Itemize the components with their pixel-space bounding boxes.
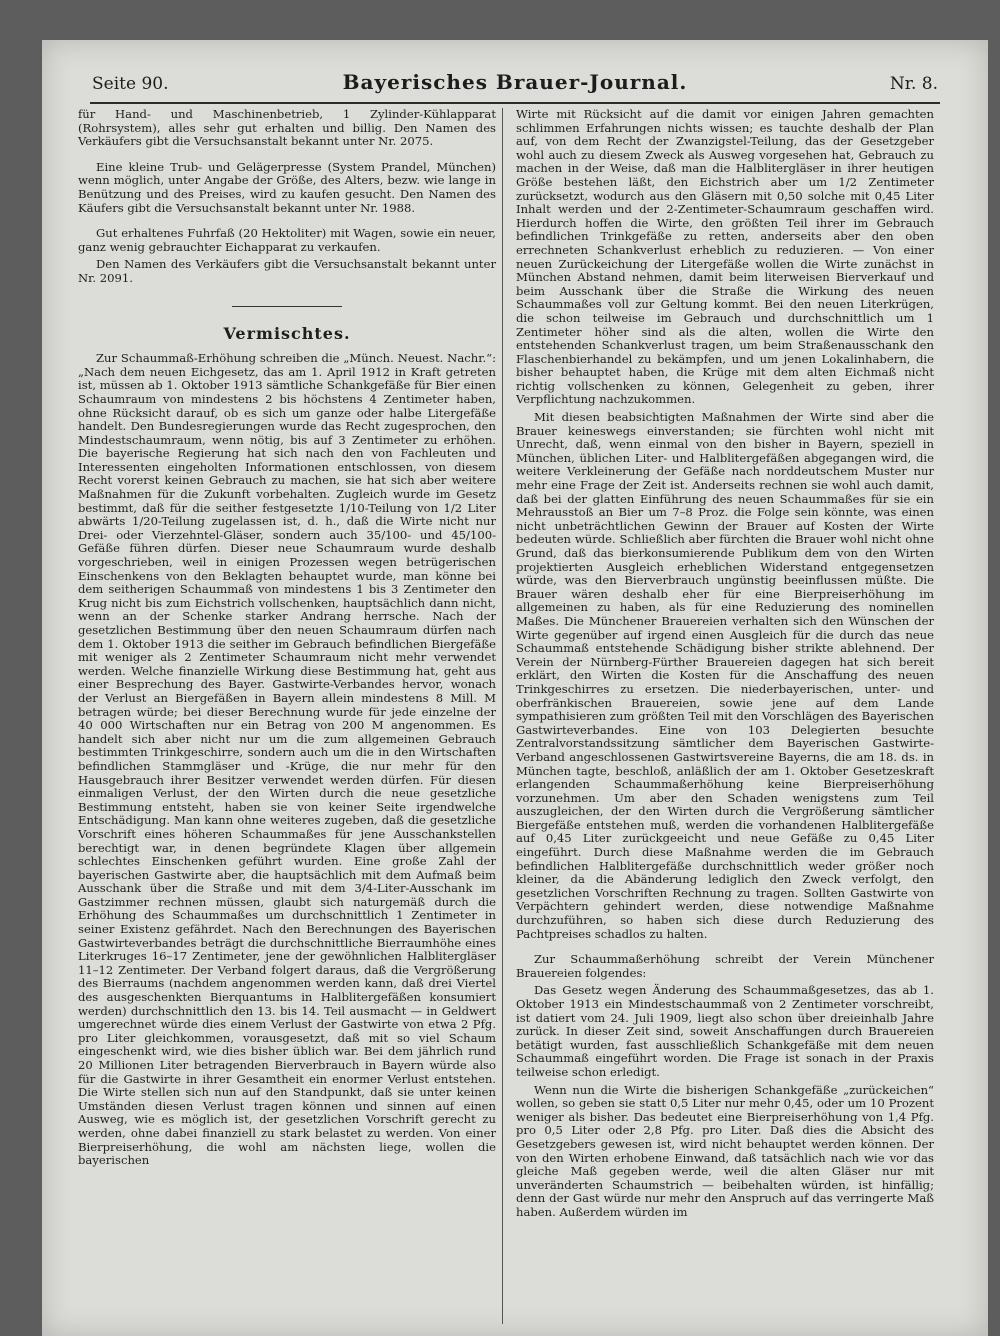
left-column: [78, 108, 496, 1172]
issue-number: Nr. 8.: [889, 74, 938, 94]
article-paragraph-gesetz: Das Gesetz wegen Änderung des Schaummaßgesetzes, das ab 1. Oktober 1913 ein Mindestschaummaß von 2 Zentimeter vorschreibt, ist datiert vom 24. Juli 1909, liegt also schon über dreieinhalb Jahre zurück. In dieser Zeit sind, soweit Anschaffungen durch Brauereien betätigt wurden, fast ausschließlich Schankgefäße mit dem neuen Schaummaß eingeführt worden. Die Frage ist sonach in der Praxis teilweise schon erledigt.: [516, 983, 934, 1079]
right-column: [516, 108, 934, 1224]
journal-title: Bayerisches Brauer-Journal.: [342, 70, 688, 94]
classified-ad-3: Gut erhaltenes Fuhrfaß (20 Hektoliter) mit Wagen, sowie ein neuer, ganz wenig gebrauchter Eichapparat zu verkaufen.: [78, 226, 496, 254]
article-paragraph-brewers: Mit diesen beabsichtigten Maßnahmen der Wirte sind aber die Brauer keineswegs einverstanden; sie fürchten wohl nicht mit Unrecht, daß, wenn einmal von den bisher in Bayern, speziell in München, üblichen Liter- und Halblitergefäßen abgegangen wird, die weitere Verkleinerung der Gefäße nach norddeutschem Muster nur mehr eine Frage der Zeit ist. Anderseits rechnen sie wohl auch damit, daß bei der glatten Einführung des neuen Schaummaßes für sie ein Mehrausstoß an Bier um 7–8 Proz. die Folge sein könnte, was einen nicht unbeträchtlichen Gewinn der Brauer auf Kosten der Wirte bedeuten würde. Schließlich aber fürchten die Brauer wohl nicht ohne Grund, daß das bierkonsumierende Publikum dem von den Wirten projektierten Ausgleich erheblichen Widerstand entgegensetzen würde, was den Bierverbrauch ungünstig beeinflussen müßte. Die Brauer wären deshalb eher für eine Bierpreiserhöhung im allgemeinen zu haben, als für eine Reduzierung des nominellen Maßes. Die Münchener Brauereien verhalten sich den Wünschen der Wirte gegenüber auf irgend einen Ausgleich für die durch das neue Schaummaß entstehende Schädigung bisher strikte ablehnend. Der Verein der Nürnberg-Fürther Brauereien dagegen hat sich bereit erklärt, den Wirten die Kosten für die Anschaffung des neuen Trinkgeschirres zu ersetzen. Die niederbayerischen, unter- und oberfränkischen Brauereien, sowie jene auf dem Lande sympathisieren zum größten Teil mit den Vorschlägen des Bayerischen Gastwirteverbandes. Eine von 103 Delegierten besuchte Zentralvorstandssitzung sämtlicher dem Bayerischen Gastwirte-Verband angeschlossenen Gastwirtsvereine Bayerns, die am 18. ds. in München tagte, beschloß, anläßlich der am 1. Oktober Gesetzeskraft erlangenden Schaummaßerhöhung keine Bierpreiserhöhung vorzunehmen. Um aber den Schaden wenigstens zum Teil auszugleichen, der den Wirten durch die Vergrößerung sämtlicher Biergefäße entstehen muß, werden die vorhandenen Halblitergefäße auf 0,45 Liter zurückgeeicht und neue Gefäße zu 0,45 Liter eingeführt. Durch diese Maßnahme werden die im Gebrauch befindlichen Halblitergefäße durchschnittlich weder größer noch kleiner, da die Abänderung lediglich den Zweck verfolgt, den gesetzlichen Vorschriften Rechnung zu tragen. Sollten Gastwirte von Verpächtern gehindert werden, diese notwendige Maßnahme durchzuführen, so haben sich diese durch Reduzierung des Pachtpreises schadlos zu halten.: [516, 410, 934, 941]
article-paragraph-wirte: Wenn nun die Wirte die bisherigen Schankgefäße „zurückeichen“ wollen, so geben sie statt 0,5 Liter nur mehr 0,45, oder um 10 Prozent weniger als bisher. Das bedeutet eine Bierpreiserhöhung von 1,4 Pfg. pro 0,5 Liter oder 2,8 Pfg. pro Liter. Daß dies die Absicht des Gesetzgebers gewesen ist, wird nicht behauptet werden können. Der von den Wirten erhobene Einwand, daß tatsächlich nach wie vor das gleiche Maß gegeben werde, weil die alten Gläser nur mit unveränderten Schaumstrich — beibehalten würden, ist hinfällig; denn der Gast würde nur mehr den Anspruch auf das verringerte Maß haben. Außerdem würden im: [516, 1082, 934, 1219]
section-divider: [232, 306, 342, 307]
article-continued: Wirte mit Rücksicht auf die damit vor einigen Jahren gemachten schlimmen Erfahrungen nichts wissen; es tauchte deshalb der Plan auf, von dem Recht der Zwanzigstel-Teilung, das der Gesetzgeber wohl auch zu diesem Zweck als Ausweg vorgesehen hat, Gebrauch zu machen in der Weise, daß man die Halblitergläser in ihrer heutigen Größe bestehen läßt, den Eichstrich aber um 1/2 Zentimeter zurücksetzt, wodurch aus den Gläsern mit 0,50 solche mit 0,45 Liter Inhalt werden und der 2-Zentimeter-Schaumraum geschaffen wird. Hierdurch hoffen die Wirte, den größten Teil ihrer im Gebrauch befindlichen Trinkgefäße zu retten, anderseits aber den oben errechneten Schankverlust erheblich zu reduzieren. — Von einer neuen Zurückeichung der Litergefäße wollen die Wirte zunächst in München Abstand nehmen, damit beim literweisen Bierverkauf und beim Ausschank über die Straße die Wirkung des neuen Schaummaßes voll zur Geltung kommt. Bei den neuen Literkrügen, die schon teilweise im Gebrauch und durchschnittlich um 1 Zentimeter höher sind als die alten, wollen die Wirte den entstehenden Schankverlust tragen, um beim Straßenausschank den Flaschenbierhandel zu bekämpfen, und um jenen Lokalinhabern, die bisher behauptet haben, die Krüge mit dem alten Eichmaß nicht richtig vollschenken zu können, Gelegenheit zu geben, ihrer Verpflichtung nachzukommen.: [516, 107, 934, 407]
classified-ad-1: für Hand- und Maschinenbetrieb, 1 Zylinder-Kühlapparat (Rohrsystem), alles sehr gut erhalten und billig. Den Namen des Verkäufers gibt die Versuchsanstalt bekannt unter Nr. 2075.: [78, 107, 496, 149]
header-rule: [90, 102, 940, 104]
article-paragraph-verein: Zur Schaummaßerhöhung schreibt der Verein Münchener Brauereien folgendes:: [516, 952, 934, 980]
page-header: [92, 70, 938, 102]
page-number: Seite 90.: [92, 74, 169, 94]
classified-ad-3-contact: Den Namen des Verkäufers gibt die Versuchsanstalt bekannt unter Nr. 2091.: [78, 257, 496, 285]
newspaper-page: [42, 40, 988, 1336]
section-title: Vermischtes.: [223, 323, 351, 343]
article-text: Zur Schaummaß-Erhöhung schreiben die „Münch. Neuest. Nachr.“: „Nach dem neuen Eichgesetz, das am 1. April 1912 in Kraft getreten ist, müssen ab 1. Oktober 1913 sämtliche Schankgefäße für Bier einen Schaumraum von mindestens 2 bis höchstens 4 Zentimeter haben, ohne Rücksicht darauf, ob es sich um ganze oder halbe Litergefäße handelt. Den Bundesregierungen wurde das Recht zugesprochen, den Mindestschaumraum, wenn nötig, bis auf 3 Zentimeter zu erhöhen. Die bayerische Regierung hat sich nach den von Fachleuten und Interessenten eingeholten Informationen entschlossen, von diesem Recht vorerst keinen Gebrauch zu machen, sie hat sich aber weitere Maßnahmen für die Zukunft vorbehalten. Zugleich wurde im Gesetz bestimmt, daß für die seither festgesetzte 1/10-Teilung von 1/2 Liter abwärts 1/20-Teilung zugelassen ist, d. h., daß die Wirte nicht nur Drei- oder Vierzehntel-Gläser, sondern auch 35/100- und 45/100-Gefäße führen dürfen. Dieser neue Schaumraum wurde deshalb vorgeschrieben, weil in einigen Prozessen wegen betrügerischen Einschenkens von den Beklagten behauptet wurde, man könne bei dem seitherigen Schaummaß von mindestens 1 bis 3 Zentimeter den Krug nicht bis zum Eichstrich vollschenken, hauptsächlich dann nicht, wenn an der Schenke starker Andrang herrsche. Nach der gesetzlichen Bestimmung über den neuen Schaumraum dürfen nach dem 1. Oktober 1913 die seither im Gebrauch befindlichen Biergefäße mit weniger als 2 Zentimeter Schaumraum nicht mehr verwendet werden. Welche finanzielle Wirkung diese Bestimmung hat, geht aus einer Besprechung des Bayer. Gastwirte-Verbandes hervor, wonach der Verlust an Biergefäßen in Bayern allein mindestens 8 Mill. M betragen würde; bei dieser Berechnung wurde für jede einzelne der 40 000 Wirtschaften nur ein Betrag von 200 M angenommen. Es handelt sich aber nicht nur um die zum allgemeinen Gebrauch bestimmten Trinkgeschirre, sondern auch um die in den Wirtschaften befindlichen Stammgläser und -Krüge, die nur mehr für den Hausgebrauch ihrer Besitzer verwendet werden dürfen. Für diesen einmaligen Verlust, der den Wirten durch die neue gesetzliche Bestimmung entsteht, haben sie von keiner Seite irgendwelche Entschädigung. Man kann ohne weiteres zugeben, daß die gesetzliche Vorschrift eines höheren Schaummaßes für jene Ausschankstellen berechtigt war, in denen begründete Klagen über allgemein schlechtes Einschenken geführt wurden. Eine große Zahl der bayerischen Gastwirte aber, die hauptsächlich mit dem Aufmaß beim Ausschank über die Straße und mit dem 3/4-Liter-Ausschank im Gastzimmer rechnen müssen, glaubt sich naturgemäß durch die Erhöhung des Schaummaßes um durchschnittlich 1 Zentimeter in seiner Existenz gefährdet. Nach den Berechnungen des Bayerischen Gastwirteverbandes beträgt die durchschnittliche Bierraumhöhe eines Literkruges 16–17 Zentimeter, jene der gewöhnlichen Halblitergläser 11–12 Zentimeter. Der Verband folgert daraus, daß die Vergrößerung des Bierraums (nachdem angenommen werden kann, daß drei Viertel des ausgeschenkten Bierquantums in Halblitergefäßen konsumiert werden) durchschnittlich den 13. bis 14. Teil ausmacht — in Geldwert umgerechnet würde dies einem Verlust der Gastwirte von etwa 2 Pfg. pro Liter gleichkommen, vorausgesetzt, daß mit so viel Schaum eingeschenkt wird, wie dies bisher üblich war. Bei dem jährlich rund 20 Millionen Liter betragenden Bierverbrauch in Bayern würde also für die Gastwirte in ihrer Gesamtheit ein enormer Verlust entstehen. Die Wirte stellen sich nun auf den Standpunkt, daß sie unter keinen Umständen diesen Verlust tragen können und sinnen auf einen Ausweg, wie es möglich ist, der gesetzlichen Vorschrift gerecht zu werden, ohne dabei finanziell zu stark belastet zu werden. Von einer Bierpreiserhöhung, die wohl am nächsten liege, wollen die bayerischen: [78, 351, 496, 1168]
column-divider: [502, 108, 503, 1324]
classified-ad-2: Eine kleine Trub- und Gelägerpresse (System Prandel, München) wenn möglich, unter Angabe der Größe, des Alters, bezw. wie lange in Benützung und des Preises, wird zu kaufen gesucht. Den Namen des Käufers gibt die Versuchsanstalt bekannt unter Nr. 1988.: [78, 159, 496, 215]
